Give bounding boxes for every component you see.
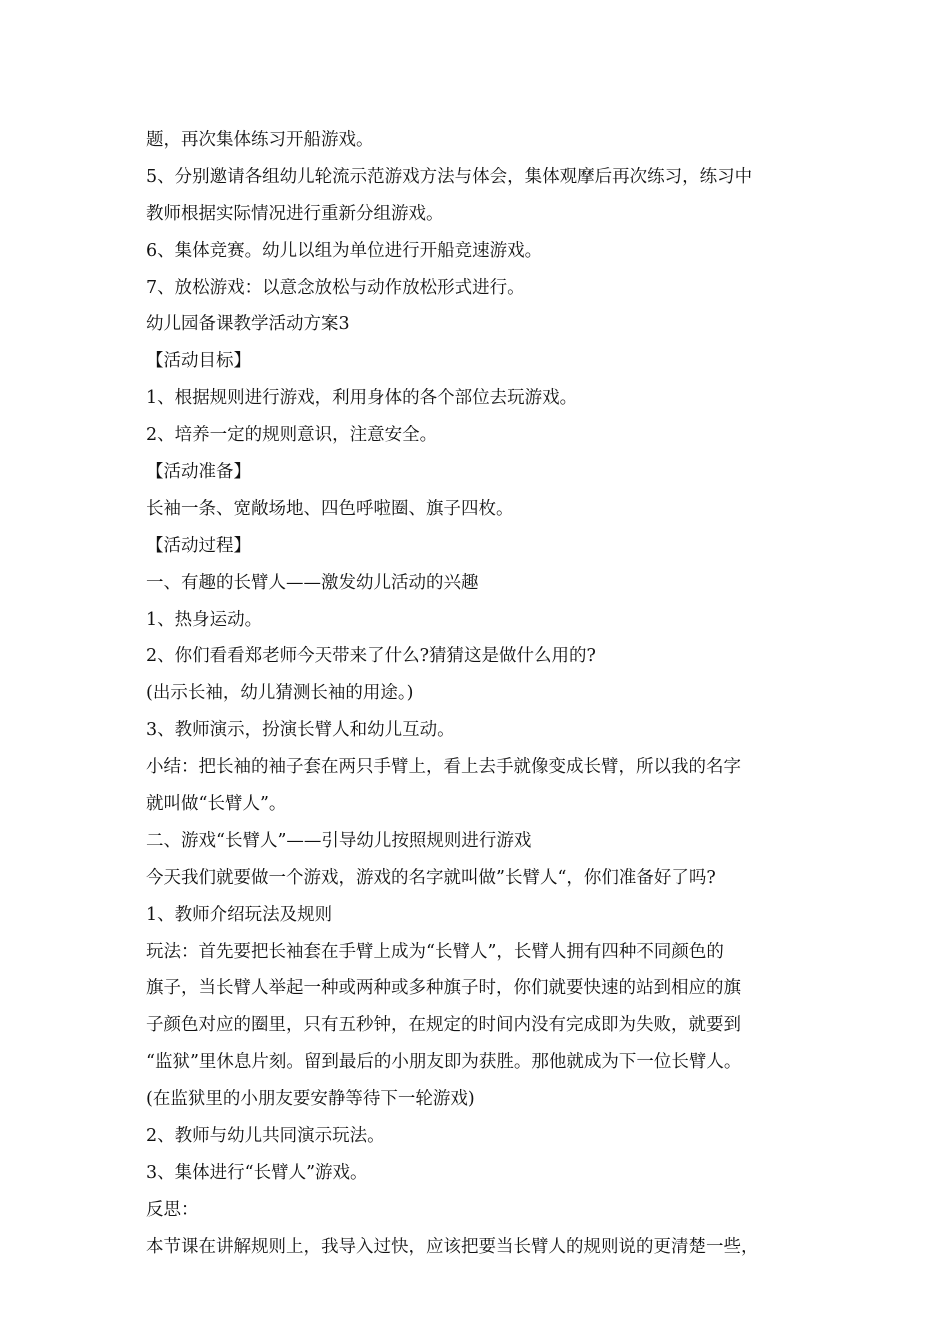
section-heading: 【活动准备】 <box>146 462 251 483</box>
text-line: 6、集体竞赛。幼儿以组为单位进行开船竞速游戏。 <box>146 240 543 261</box>
text-line: 1、根据规则进行游戏，利用身体的各个部位去玩游戏。 <box>146 388 578 409</box>
text-line: 5、分别邀请各组幼儿轮流示范游戏方法与体会，集体观摩后再次练习，练习中 <box>146 166 753 187</box>
text-line: 就叫做“长臂人”。 <box>146 794 287 815</box>
text-line: 今天我们就要做一个游戏，游戏的名字就叫做”长臂人“，你们准备好了吗? <box>146 867 716 888</box>
text-line: 旗子，当长臂人举起一种或两种或多种旗子时，你们就要快速的站到相应的旗 <box>146 978 741 999</box>
text-line: (在监狱里的小朋友要安静等待下一轮游戏) <box>146 1089 475 1110</box>
text-line: 一、有趣的长臂人——激发幼儿活动的兴趣 <box>146 572 479 593</box>
text-line: 7、放松游戏：以意念放松与动作放松形式进行。 <box>146 277 525 298</box>
text-line: 子颜色对应的圈里，只有五秒钟，在规定的时间内没有完成即为失败，就要到 <box>146 1015 741 1036</box>
text-line: 二、游戏“长臂人”——引导幼儿按照规则进行游戏 <box>146 830 532 851</box>
text-line: (出示长袖，幼儿猜测长袖的用途。) <box>146 683 414 704</box>
text-line: 长袖一条、宽敞场地、四色呼啦圈、旗子四枚。 <box>146 498 514 519</box>
text-line: 教师根据实际情况进行重新分组游戏。 <box>146 203 444 224</box>
text-line: 1、热身运动。 <box>146 609 263 630</box>
text-line: 2、你们看看郑老师今天带来了什么?猜猜这是做什么用的? <box>146 646 596 667</box>
text-line: 玩法：首先要把长袖套在手臂上成为“长臂人”，长臂人拥有四种不同颜色的 <box>146 941 724 962</box>
section-heading: 【活动目标】 <box>146 351 251 372</box>
text-line: 本节课在讲解规则上，我导入过快，应该把要当长臂人的规则说的更清楚一些， <box>146 1236 759 1257</box>
text-line: 反思： <box>146 1199 199 1220</box>
text-line: 题，再次集体练习开船游戏。 <box>146 130 374 150</box>
section-title: 幼儿园备课教学活动方案3 <box>146 314 350 335</box>
text-line: 2、教师与幼儿共同演示玩法。 <box>146 1126 385 1147</box>
text-line: 1、教师介绍玩法及规则 <box>146 904 333 925</box>
text-line: 小结：把长袖的袖子套在两只手臂上，看上去手就像变成长臂，所以我的名字 <box>146 757 741 778</box>
text-line: 2、培养一定的规则意识，注意安全。 <box>146 425 438 446</box>
section-heading: 【活动过程】 <box>146 535 251 556</box>
document-body <box>146 122 826 1266</box>
text-line: 3、教师演示，扮演长臂人和幼儿互动。 <box>146 720 455 741</box>
text-line: 3、集体进行“长臂人”游戏。 <box>146 1162 368 1183</box>
text-line: “监狱”里休息片刻。留到最后的小朋友即为获胜。那他就成为下一位长臂人。 <box>146 1052 742 1073</box>
